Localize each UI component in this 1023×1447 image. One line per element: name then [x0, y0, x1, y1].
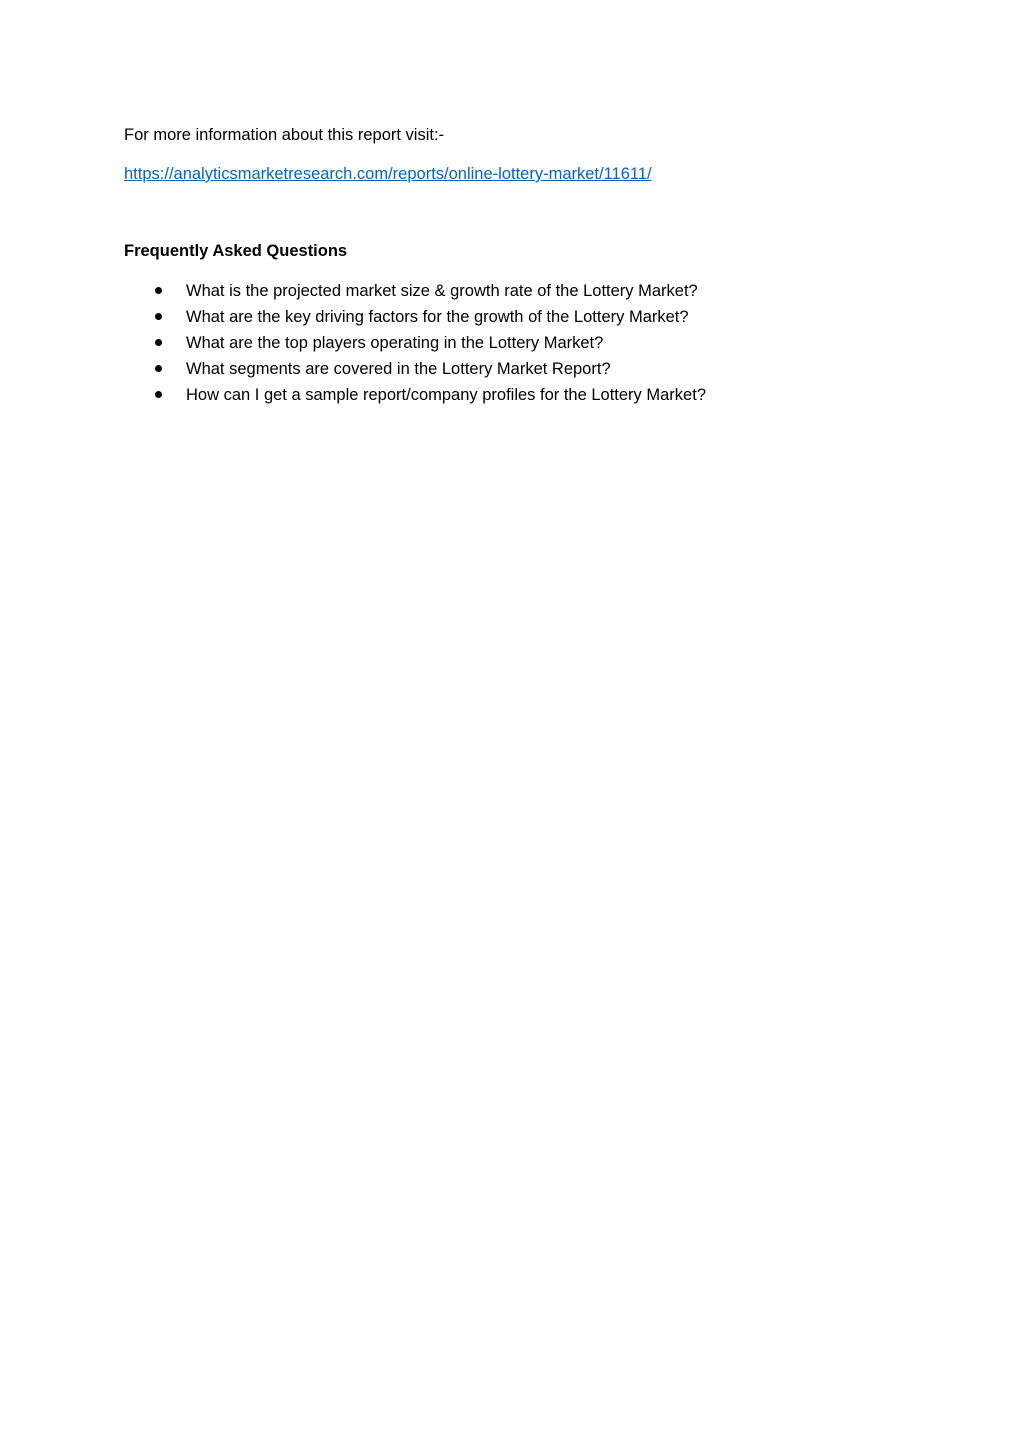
report-link[interactable]: https://analyticsmarketresearch.com/reports/online-lottery-market/11611/ — [124, 165, 652, 183]
faq-question: What are the key driving factors for the growth of the Lottery Market? — [186, 308, 689, 326]
faq-question: What segments are covered in the Lottery Market Report? — [186, 360, 611, 378]
bullet-icon — [155, 391, 162, 398]
faq-question: What are the top players operating in the Lottery Market? — [186, 334, 604, 352]
faq-question: What is the projected market size & growth rate of the Lottery Market? — [186, 282, 698, 300]
bullet-icon — [155, 365, 162, 372]
intro-text: For more information about this report visit:- — [124, 126, 445, 144]
bullet-icon — [155, 313, 162, 320]
bullet-icon — [155, 287, 162, 294]
faq-question: How can I get a sample report/company profiles for the Lottery Market? — [186, 386, 706, 404]
faq-heading: Frequently Asked Questions — [124, 242, 348, 260]
bullet-icon — [155, 339, 162, 346]
